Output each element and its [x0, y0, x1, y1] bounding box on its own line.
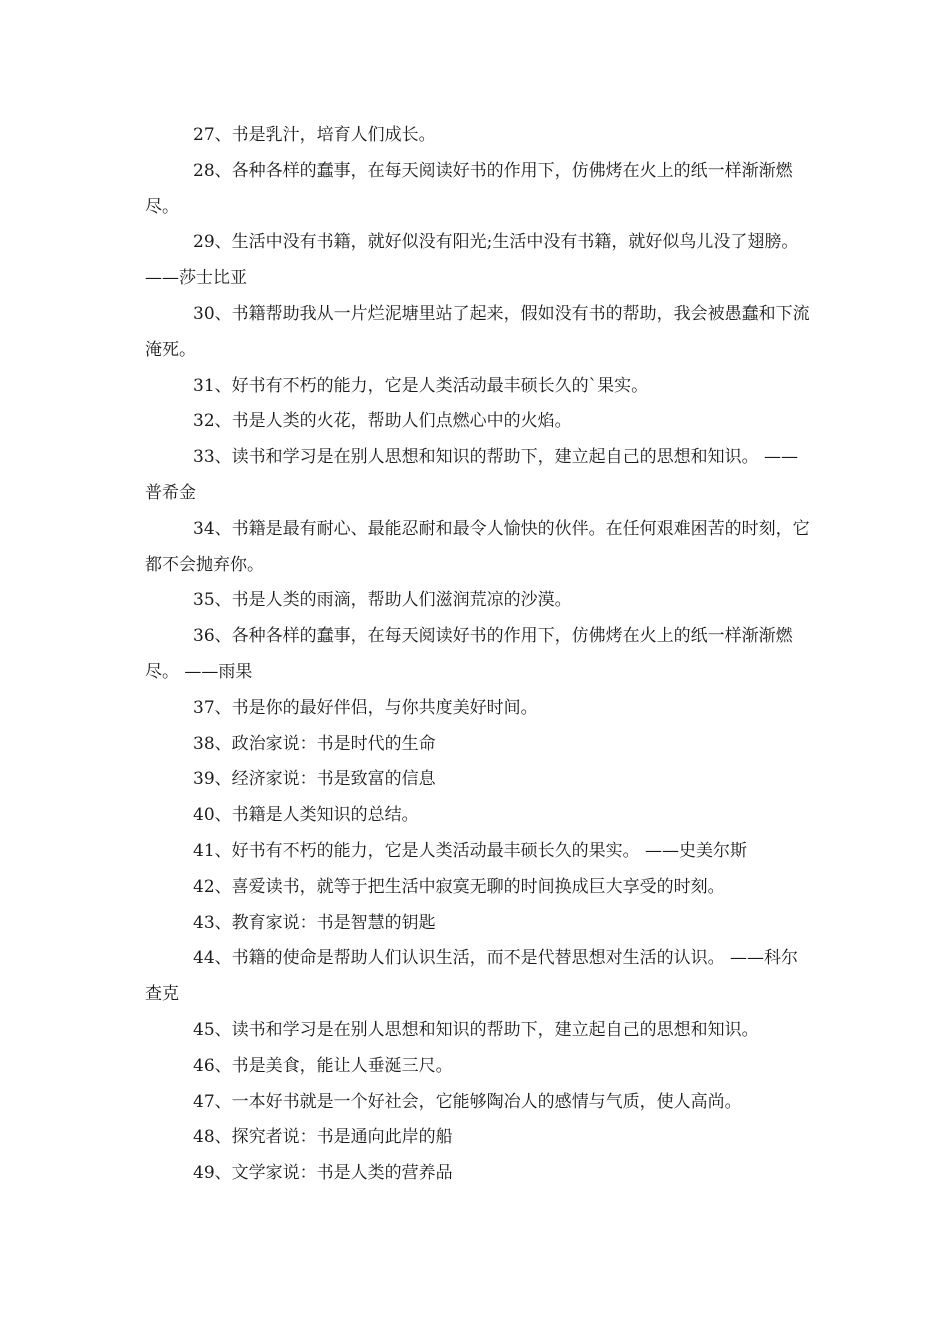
paragraph-33: 33、读书和学习是在别人思想和知识的帮助下，建立起自己的思想和知识。 ——普希金 — [145, 447, 799, 503]
paragraph-40: 40、书籍是人类知识的总结。 — [193, 805, 419, 826]
paragraph-45: 45、读书和学习是在别人思想和知识的帮助下，建立起自己的思想和知识。 — [193, 1019, 759, 1040]
paragraph-37: 37、书是你的最好伴侣，与你共度美好时间。 — [193, 697, 538, 718]
paragraph-43: 43、教育家说：书是智慧的钥匙 — [193, 912, 436, 933]
paragraph-31: 31、好书有不朽的能力，它是人类活动最丰硕长久的`果实。 — [193, 375, 649, 396]
paragraph-41: 41、好书有不朽的能力，它是人类活动最丰硕长久的果实。 ——史美尔斯 — [193, 840, 748, 861]
paragraph-35: 35、书是人类的雨滴，帮助人们滋润荒凉的沙漠。 — [193, 590, 572, 611]
paragraph-44: 44、书籍的使命是帮助人们认识生活，而不是代替思想对生活的认识。 ——科尔查克 — [145, 948, 799, 1005]
paragraph-48: 48、探究者说：书是通向此岸的船 — [193, 1127, 453, 1148]
paragraph-34: 34、书籍是最有耐心、最能忍耐和最令人愉快的伙伴。在任何艰难困苦的时刻，它都不会抛弃你。 — [145, 518, 810, 575]
paragraph-42: 42、喜爱读书，就等于把生活中寂寞无聊的时间换成巨大享受的时刻。 — [193, 876, 725, 897]
paragraph-32: 32、书是人类的火花，帮助人们点燃心中的火焰。 — [193, 411, 572, 432]
paragraph-28: 28、各种各样的蠢事，在每天阅读好书的作用下，仿佛烤在火上的纸一样渐渐燃尽。 — [145, 160, 793, 217]
document-body — [145, 118, 810, 1192]
paragraph-30: 30、书籍帮助我从一片烂泥塘里站了起来，假如没有书的帮助，我会被愚蠢和下流淹死。 — [145, 303, 810, 360]
paragraph-47: 47、一本好书就是一个好社会，它能够陶冶人的感情与气质，使人高尚。 — [193, 1091, 742, 1112]
paragraph-49: 49、文学家说：书是人类的营养品 — [193, 1163, 453, 1184]
paragraph-29: 29、生活中没有书籍，就好似没有阳光;生活中没有书籍，就好似鸟儿没了翅膀。 ——莎士比亚 — [145, 232, 799, 289]
paragraph-46: 46、书是美食，能让人垂涎三尺。 — [193, 1055, 453, 1076]
paragraph-36: 36、各种各样的蠢事，在每天阅读好书的作用下，仿佛烤在火上的纸一样渐渐燃尽。 ——雨果 — [145, 626, 793, 682]
paragraph-39: 39、经济家说：书是致富的信息 — [193, 769, 436, 790]
paragraph-38: 38、政治家说：书是时代的生命 — [193, 733, 436, 754]
paragraph-27: 27、书是乳汁，培育人们成长。 — [193, 125, 436, 145]
